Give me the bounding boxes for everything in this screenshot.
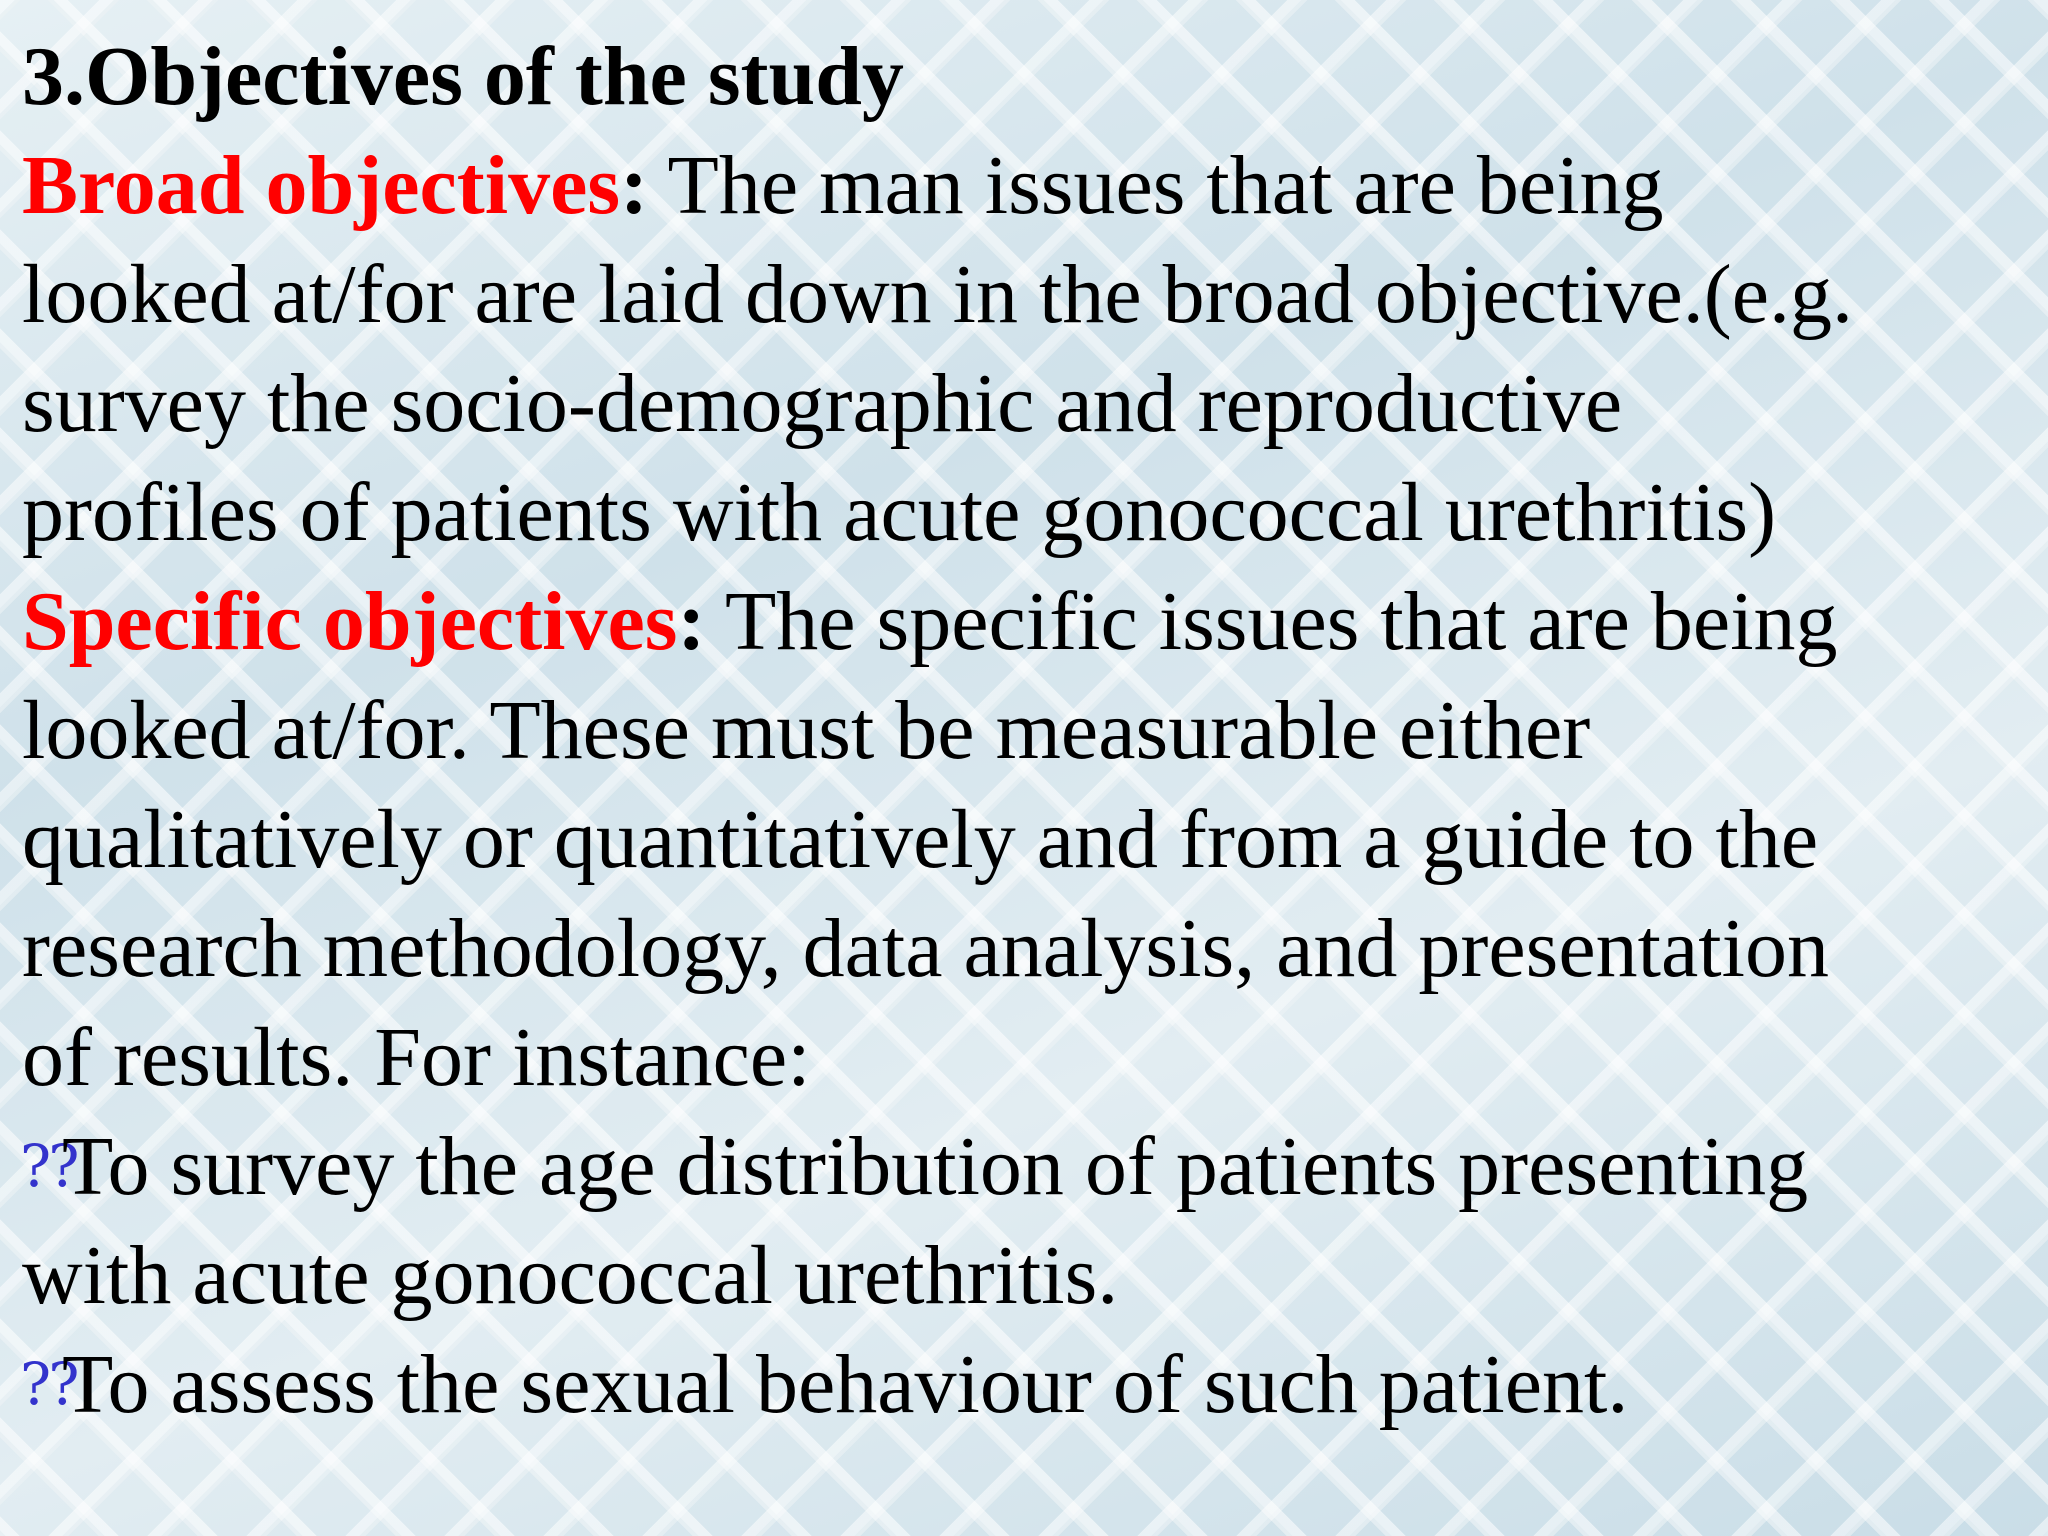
specific-objectives-label: Specific objectives bbox=[22, 575, 678, 668]
specific-objectives-line-5: of results. For instance: bbox=[22, 1011, 811, 1104]
specific-objectives-line-1 bbox=[22, 567, 2022, 676]
broad-objectives-line-3: survey the socio-demographic and reproductive bbox=[22, 357, 1623, 450]
question-bullet-icon: ⁇ bbox=[22, 1132, 79, 1200]
broad-objectives-colon: : bbox=[620, 139, 649, 232]
specific-objectives-colon: : bbox=[677, 575, 706, 668]
slide-title: 3.Objectives of the study bbox=[22, 30, 904, 123]
slide-content bbox=[22, 22, 2022, 1439]
question-bullet-icon: ⁇ bbox=[22, 1350, 79, 1418]
bullet-item-behaviour-line-1 bbox=[22, 1330, 2022, 1439]
broad-objectives-text: The man issues that are being bbox=[648, 139, 1664, 232]
broad-objectives-line-1 bbox=[22, 131, 2022, 240]
specific-objectives-line-4: research methodology, data analysis, and presentation bbox=[22, 902, 1829, 995]
broad-objectives-line-4: profiles of patients with acute gonococcal urethritis) bbox=[22, 466, 1777, 559]
bullet-item-text: To survey the age distribution of patients presenting bbox=[62, 1120, 1809, 1213]
broad-objectives-label: Broad objectives bbox=[22, 139, 621, 232]
specific-objectives-line-2: looked at/for. These must be measurable either bbox=[22, 684, 1591, 777]
specific-objectives-line-3: qualitatively or quantitatively and from a guide to the bbox=[22, 793, 1819, 886]
bullet-item-age-line-2: with acute gonococcal urethritis. bbox=[22, 1229, 1119, 1322]
broad-objectives-line-2: looked at/for are laid down in the broad objective.(e.g. bbox=[22, 248, 1854, 341]
bullet-item-text: To assess the sexual behaviour of such patient. bbox=[62, 1338, 1629, 1431]
bullet-item-age-line-1 bbox=[22, 1112, 2022, 1221]
specific-objectives-text: The specific issues that are being bbox=[705, 575, 1838, 668]
